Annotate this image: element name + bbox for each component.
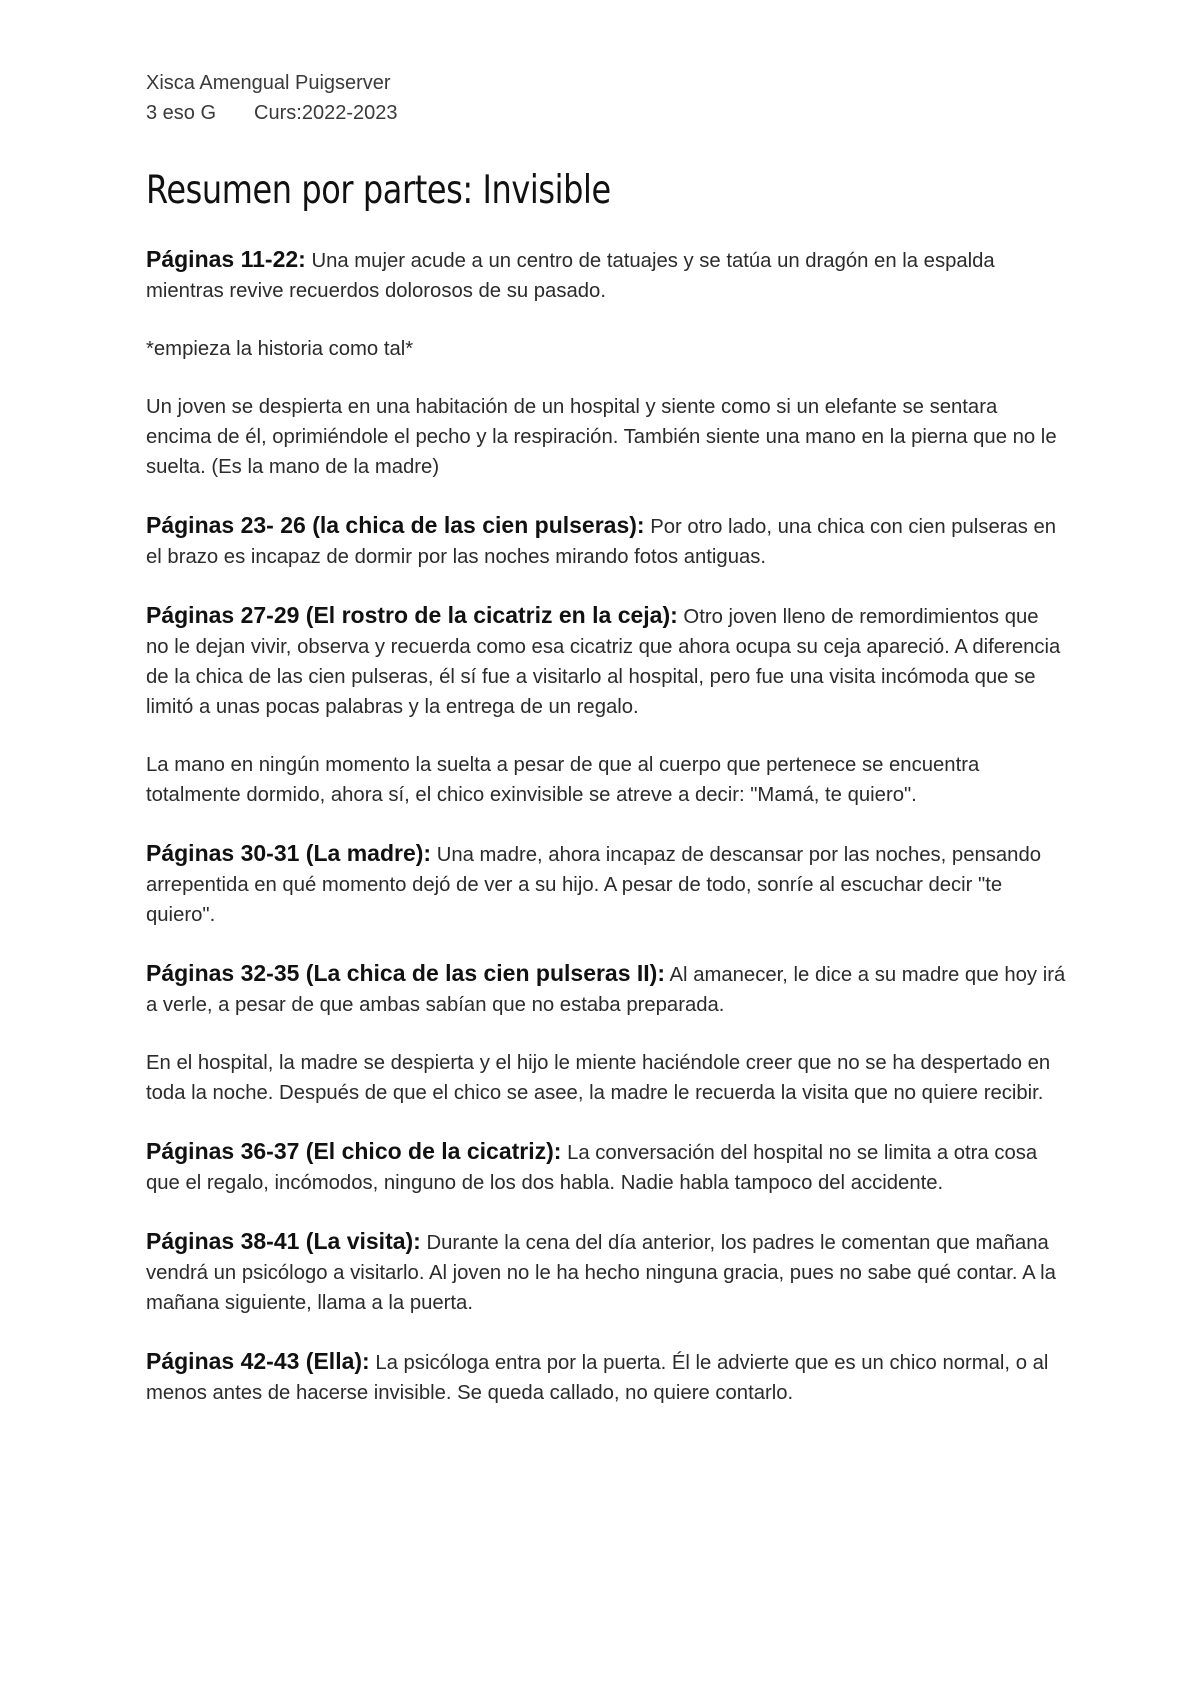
- summary-paragraph: [146, 750, 1066, 810]
- paragraph-heading: Páginas 38-41 (La visita):: [146, 1228, 421, 1254]
- author-line: [146, 68, 1066, 98]
- paragraph-text: Al amanecer, le dice a su madre que hoy irá a verle, a pesar de que ambas sabían que no estaba preparada.: [146, 964, 1066, 1016]
- summary-paragraph: [146, 1136, 1066, 1198]
- paragraph-heading: Páginas 32-35 (La chica de las cien pulseras II):: [146, 960, 666, 986]
- paragraph-heading: Páginas 23- 26 (la chica de las cien pulseras):: [146, 512, 645, 538]
- page-title: Resumen por partes: Invisible: [146, 168, 611, 213]
- summary-paragraph: [146, 244, 1066, 306]
- paragraph-heading: Páginas 36-37 (El chico de la cicatriz):: [146, 1138, 562, 1164]
- summary-paragraph: [146, 1346, 1066, 1408]
- course-line: [146, 98, 1066, 128]
- paragraph-text: La conversación del hospital no se limita a otra cosa que el regalo, incómodos, ninguno de los dos habla. Nadie habla tampoco del accidente.: [146, 1142, 1038, 1194]
- summary-content: [146, 244, 1066, 1408]
- paragraph-text: Un joven se despierta en una habitación de un hospital y siente como si un elefante se sentara encima de él, oprimiéndole el pecho y la respiración. También siente una mano en la pierna que no le suelta. (Es la mano de la madre): [146, 396, 1057, 478]
- document-page: [146, 68, 1066, 1436]
- grade-label: 3 eso G: [146, 102, 217, 124]
- paragraph-text: La psicóloga entra por la puerta. Él le advierte que es un chico normal, o al menos antes de hacerse invisible. Se queda callado, no quiere contarlo.: [146, 1352, 1049, 1404]
- paragraph-heading: Páginas 30-31 (La madre):: [146, 840, 432, 866]
- course-year: Curs:2022-2023: [254, 102, 398, 124]
- paragraph-heading: Páginas 27-29 (El rostro de la cicatriz en la ceja):: [146, 602, 678, 628]
- summary-paragraph: [146, 1048, 1066, 1108]
- paragraph-heading: Páginas 11-22:: [146, 246, 306, 272]
- paragraph-heading: Páginas 42-43 (Ella):: [146, 1348, 370, 1374]
- summary-paragraph: [146, 334, 1066, 364]
- summary-paragraph: [146, 838, 1066, 930]
- paragraph-text: Otro joven lleno de remordimientos que no le dejan vivir, observa y recuerda como esa cicatriz que ahora ocupa su ceja apareció. A diferencia de la chica de las cien pulseras, él sí fue a visitarlo al hospital, pero fue una visita incómoda que se limitó a unas pocas palabras y la entrega de un regalo.: [146, 606, 1061, 718]
- paragraph-text: Por otro lado, una chica con cien pulseras en el brazo es incapaz de dormir por las noches mirando fotos antiguas.: [146, 516, 1057, 568]
- author-name: Xisca Amengual Puigserver: [146, 72, 391, 94]
- summary-paragraph: [146, 392, 1066, 482]
- paragraph-text: Una madre, ahora incapaz de descansar por las noches, pensando arrepentida en qué momento dejó de ver a su hijo. A pesar de todo, sonríe al escuchar decir "te quiero".: [146, 844, 1042, 926]
- paragraph-text: La mano en ningún momento la suelta a pesar de que al cuerpo que pertenece se encuentra totalmente dormido, ahora sí, el chico exinvisible se atreve a decir: "Mamá, te quiero".: [146, 754, 980, 806]
- summary-paragraph: [146, 510, 1066, 572]
- summary-paragraph: [146, 1226, 1066, 1318]
- paragraph-text: Una mujer acude a un centro de tatuajes y se tatúa un dragón en la espalda mientras revive recuerdos dolorosos de su pasado.: [146, 250, 995, 302]
- paragraph-text: Durante la cena del día anterior, los padres le comentan que mañana vendrá un psicólogo a visitarlo. Al joven no le ha hecho ninguna gracia, pues no sabe qué contar. A la mañana siguiente, llama a la puerta.: [146, 1232, 1056, 1314]
- paragraph-text: En el hospital, la madre se despierta y el hijo le miente haciéndole creer que no se ha despertado en toda la noche. Después de que el chico se asee, la madre le recuerda la visita que no quiere recibir.: [146, 1052, 1051, 1104]
- paragraph-text: *empieza la historia como tal*: [146, 338, 414, 360]
- summary-paragraph: [146, 600, 1066, 722]
- summary-paragraph: [146, 958, 1066, 1020]
